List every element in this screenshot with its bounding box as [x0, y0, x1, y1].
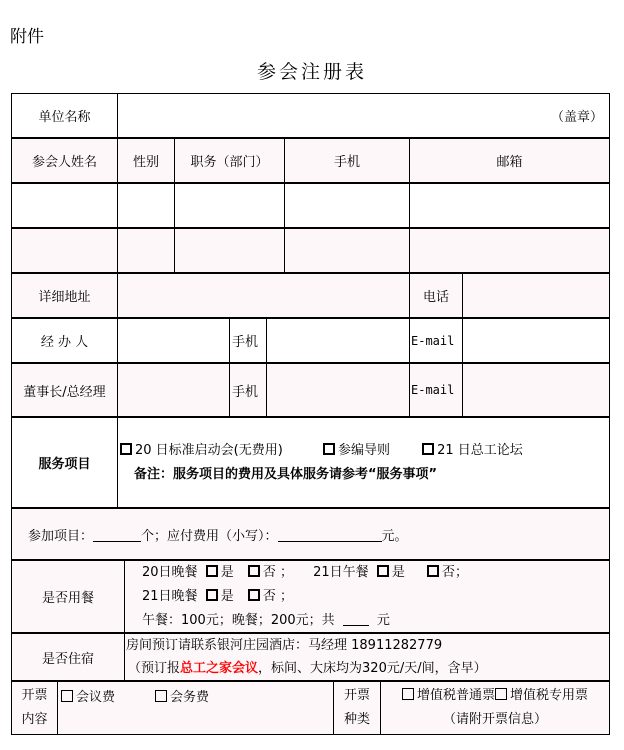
- checkbox-icon[interactable]: [427, 565, 439, 577]
- label-text: E-mail: [411, 383, 455, 397]
- invoice-type-options: [402, 684, 588, 708]
- checkbox-icon[interactable]: [248, 589, 260, 601]
- meal-line-2: [142, 585, 293, 609]
- lodging-highlight: 总工之家会议: [180, 661, 259, 676]
- unit-name-label: [11, 93, 118, 138]
- service-option-forum[interactable]: [422, 439, 523, 463]
- handler-email-label: [409, 318, 463, 363]
- attendee-email-input[interactable]: [409, 183, 610, 228]
- no-label: 否 ；: [262, 564, 293, 580]
- attendee-gender-input[interactable]: [117, 183, 175, 228]
- checkbox-icon[interactable]: [155, 690, 167, 702]
- label-text: 开票: [21, 688, 48, 703]
- label-text: 手机: [232, 384, 259, 400]
- no-label: 否；: [441, 564, 468, 580]
- attendee-position-input[interactable]: [174, 183, 285, 228]
- option-label: 增值税普通票: [416, 688, 495, 703]
- services-options: [120, 439, 523, 463]
- meal-price-text: 午餐：100元；晚餐；200元；共: [142, 612, 335, 628]
- lodging-field: [124, 633, 610, 681]
- checkbox-icon[interactable]: [323, 443, 335, 455]
- attendee-mobile-input[interactable]: [284, 183, 410, 228]
- service-option-guideline[interactable]: [323, 439, 390, 463]
- label-text: 电话: [422, 290, 449, 305]
- services-note: 备注：服务项目的费用及具体服务请参考“服务事项”: [134, 466, 438, 482]
- header-text: 性别: [132, 155, 159, 170]
- unit-name-field[interactable]: [117, 93, 610, 138]
- header-text: 手机: [333, 155, 360, 170]
- checkbox-icon[interactable]: [206, 565, 218, 577]
- yes-label: 是: [391, 564, 405, 580]
- lodging-note-prefix: （预订报: [128, 661, 181, 676]
- invoice-option-service-fee[interactable]: [155, 686, 209, 705]
- meals-field: [124, 560, 610, 633]
- attendee-name-input[interactable]: [11, 228, 118, 273]
- meal-label: 21日晚餐: [142, 588, 198, 604]
- phone-label: [409, 273, 463, 318]
- invoice-type-field: [380, 681, 610, 735]
- chairman-mobile-input[interactable]: [266, 363, 410, 417]
- meal-line-3: [142, 609, 390, 633]
- stamp-note: （盖章）: [550, 110, 603, 125]
- label-text: 服务项目: [38, 457, 91, 472]
- label-text: 详细地址: [38, 290, 91, 305]
- attendee-email-input[interactable]: [409, 228, 610, 273]
- meal-label: 21日午餐: [313, 564, 369, 580]
- header-position: [174, 138, 285, 183]
- label-text: 单位名称: [38, 110, 91, 125]
- option-label: 20 日标准启动会(无费用): [135, 442, 283, 458]
- label-text: 手机: [232, 335, 259, 350]
- handler-mobile-label: [229, 318, 267, 363]
- participation-prefix: 参加项目：: [28, 528, 94, 544]
- page-title: 参会注册表: [256, 61, 367, 83]
- attachment-label: 附件: [10, 27, 44, 47]
- chairman-email-label: [409, 363, 463, 417]
- handler-name-input[interactable]: [117, 318, 230, 363]
- label-text: 是否住宿: [41, 651, 94, 667]
- invoice-content-field: [57, 681, 334, 735]
- chairman-label: [11, 363, 118, 417]
- invoice-type-note: （请附开票信息）: [442, 712, 547, 727]
- label-text: E-mail: [411, 333, 455, 348]
- header-gender: [117, 138, 175, 183]
- services-field: [117, 417, 610, 508]
- yes-label: 是: [220, 564, 234, 580]
- lodging-note: [126, 657, 487, 680]
- option-label: 会务费: [170, 690, 210, 705]
- attendee-mobile-input[interactable]: [284, 228, 410, 273]
- participation-mid: 个；应付费用（小写）：: [141, 528, 278, 544]
- option-label: 会议费: [76, 690, 116, 705]
- option-label: 21 日总工论坛: [437, 442, 523, 458]
- label-text: 种类: [343, 712, 370, 727]
- project-count-input[interactable]: [93, 527, 141, 542]
- label-text: 经 办 人: [40, 335, 89, 350]
- checkbox-icon[interactable]: [422, 443, 434, 455]
- meal-total-input[interactable]: [343, 611, 369, 626]
- header-text: 职务（部门）: [190, 155, 269, 170]
- label-text: 董事长/总经理: [23, 384, 106, 400]
- invoice-option-vat-normal[interactable]: [402, 684, 495, 708]
- handler-email-input[interactable]: [462, 318, 610, 363]
- label-text: 开票: [343, 688, 370, 703]
- option-label: 参编导则: [337, 442, 390, 458]
- header-mobile: [284, 138, 410, 183]
- invoice-content-label: [11, 681, 58, 735]
- attendee-position-input[interactable]: [174, 228, 285, 273]
- handler-mobile-input[interactable]: [266, 318, 410, 363]
- chairman-mobile-label: [229, 363, 267, 417]
- meal-total-suffix: 元: [376, 612, 390, 628]
- yes-label: 是: [220, 588, 234, 604]
- checkbox-icon[interactable]: [495, 688, 507, 700]
- participation-row: [11, 508, 610, 560]
- header-text: 参会人姓名: [31, 155, 97, 170]
- lodging-contact: 房间预订请联系银河庄园酒店：马经理 18911282779: [126, 638, 443, 653]
- invoice-type-label: [333, 681, 381, 735]
- participation-suffix: 元。: [381, 528, 408, 544]
- fee-amount-input[interactable]: [278, 527, 382, 542]
- service-option-kickoff[interactable]: [120, 439, 283, 463]
- attendee-name-input[interactable]: [11, 183, 118, 228]
- invoice-option-vat-special[interactable]: [495, 684, 588, 708]
- checkbox-icon[interactable]: [377, 565, 389, 577]
- checkbox-icon[interactable]: [61, 690, 73, 702]
- checkbox-icon[interactable]: [120, 443, 132, 455]
- no-label: 否 ；: [262, 588, 293, 604]
- checkbox-icon[interactable]: [248, 565, 260, 577]
- lodging-label: [11, 633, 125, 681]
- label-text: 是否用餐: [41, 591, 94, 606]
- attendee-gender-input[interactable]: [117, 228, 175, 273]
- meal-label: 20日晚餐: [142, 564, 198, 580]
- chairman-name-input[interactable]: [117, 363, 230, 417]
- meal-line-1: [142, 561, 468, 585]
- meals-label: [11, 560, 125, 633]
- header-email: [409, 138, 610, 183]
- chairman-email-input[interactable]: [462, 363, 610, 417]
- address-label: [11, 273, 118, 318]
- checkbox-icon[interactable]: [206, 589, 218, 601]
- invoice-option-meeting-fee[interactable]: [61, 686, 115, 705]
- phone-input[interactable]: [462, 273, 610, 318]
- handler-label: [11, 318, 118, 363]
- header-name: [11, 138, 118, 183]
- services-label: [11, 417, 118, 508]
- header-text: 邮箱: [496, 155, 523, 170]
- option-label: 增值税专用票: [510, 688, 589, 703]
- label-text: 内容: [21, 712, 48, 727]
- address-input[interactable]: [117, 273, 410, 318]
- lodging-note-suffix: ，标间、大床均为320元/天/间，含早）: [258, 661, 487, 676]
- checkbox-icon[interactable]: [402, 688, 414, 700]
